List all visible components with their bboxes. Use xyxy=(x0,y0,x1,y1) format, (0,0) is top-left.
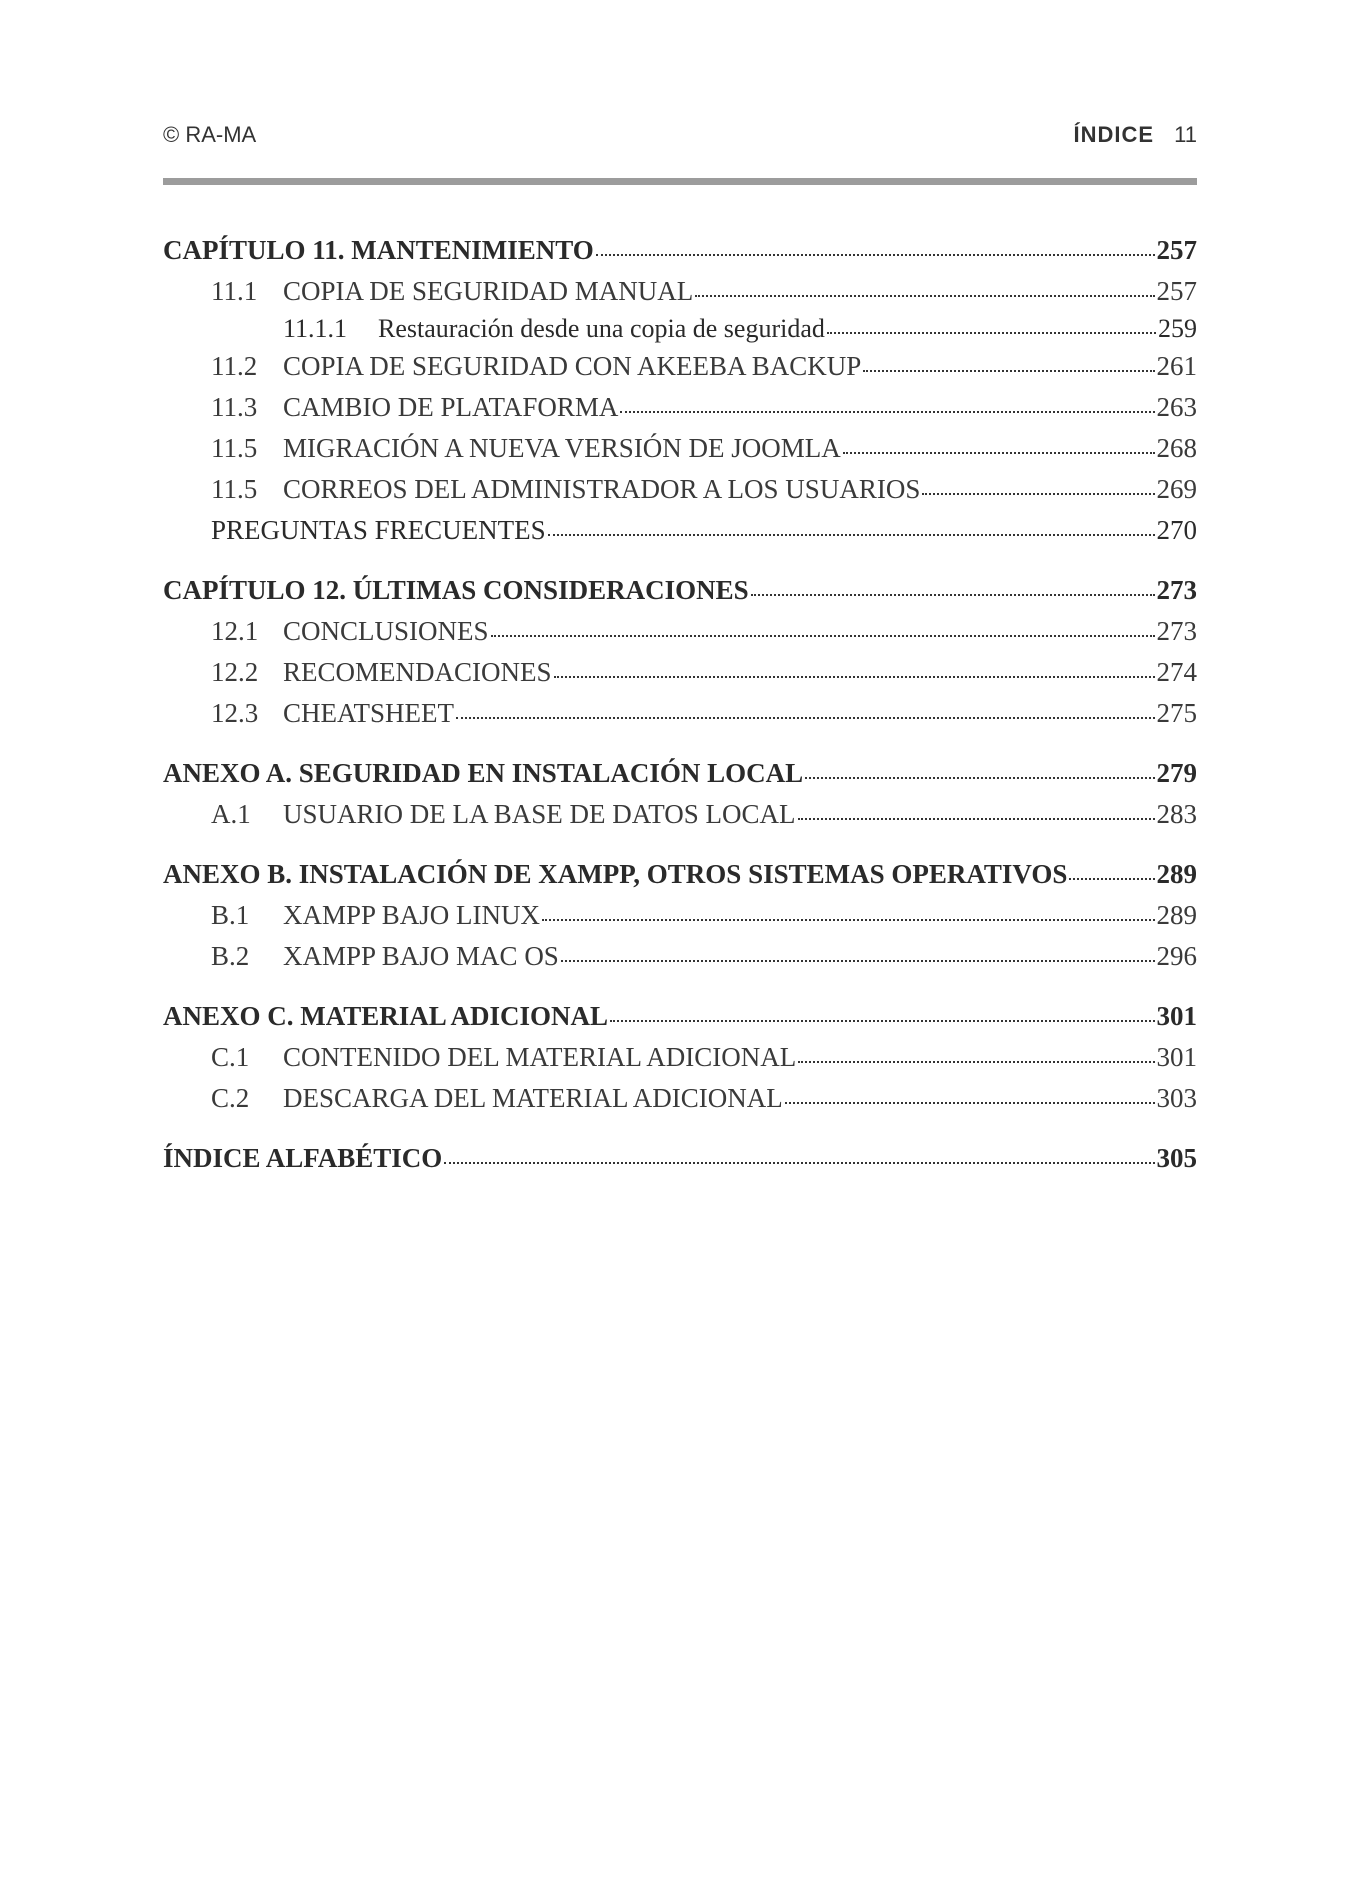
toc-entry-number: 11.1.1 xyxy=(283,314,348,343)
toc-section-entry[interactable] xyxy=(163,611,1197,652)
toc-entry-number: 11.5 xyxy=(211,474,258,504)
toc-entry-title: CORREOS DEL ADMINISTRADOR A LOS USUARIOS xyxy=(283,474,921,504)
dot-leader xyxy=(444,1162,1154,1164)
toc-entry-title: XAMPP BAJO LINUX xyxy=(283,900,541,930)
toc-entry-title: USUARIO DE LA BASE DE DATOS LOCAL xyxy=(283,799,796,829)
toc-entry-number: 11.2 xyxy=(211,351,258,381)
toc-entry-title: ÍNDICE ALFABÉTICO xyxy=(163,1143,443,1173)
toc-chapter-entry[interactable] xyxy=(163,230,1197,271)
toc-entry-number: 11.3 xyxy=(211,392,258,422)
toc-entry-number: 12.3 xyxy=(211,698,259,728)
toc-section-entry[interactable] xyxy=(163,271,1197,312)
toc-chapter-entry[interactable] xyxy=(163,996,1197,1037)
dot-leader xyxy=(843,452,1155,454)
toc-chapter-entry[interactable] xyxy=(163,570,1197,611)
toc-entry-page: 305 xyxy=(1156,1143,1197,1173)
toc-section-entry[interactable] xyxy=(163,387,1197,428)
toc-entry-page: 257 xyxy=(1156,276,1197,306)
toc-entry-page: 301 xyxy=(1156,1001,1197,1031)
toc-entry-page: 301 xyxy=(1156,1042,1197,1072)
toc-entry-title: CHEATSHEET xyxy=(283,698,454,728)
dot-leader xyxy=(827,332,1156,334)
toc-entry-page: 270 xyxy=(1156,515,1197,545)
dot-leader xyxy=(596,254,1155,256)
toc-section-entry[interactable] xyxy=(163,346,1197,387)
toc-entry-page: 303 xyxy=(1156,1083,1197,1113)
toc-entry-page: 269 xyxy=(1156,474,1197,504)
toc-entry-page: 273 xyxy=(1156,616,1197,646)
header-right xyxy=(1073,122,1197,148)
dot-leader xyxy=(548,534,1155,536)
toc-entry-title: RECOMENDACIONES xyxy=(283,657,552,687)
toc-entry-number: B.1 xyxy=(211,900,250,930)
toc-entry-title: MIGRACIÓN A NUEVA VERSIÓN DE JOOMLA xyxy=(283,433,841,463)
toc-entry-page: 263 xyxy=(1156,392,1197,422)
toc-section-entry[interactable] xyxy=(163,312,1197,346)
toc-entry-page: 289 xyxy=(1156,900,1197,930)
dot-leader xyxy=(456,717,1155,719)
dot-leader xyxy=(751,594,1155,596)
dot-leader xyxy=(610,1020,1154,1022)
dot-leader xyxy=(798,818,1155,820)
toc-entry-title: COPIA DE SEGURIDAD MANUAL xyxy=(283,276,694,306)
dot-leader xyxy=(695,295,1154,297)
toc-entry-title: CAMBIO DE PLATAFORMA xyxy=(283,392,619,422)
toc-section-entry[interactable] xyxy=(163,936,1197,977)
toc-entry-title: DESCARGA DEL MATERIAL ADICIONAL xyxy=(283,1083,783,1113)
toc-entry-number: 11.1 xyxy=(211,276,258,306)
toc-section-entry[interactable] xyxy=(163,1037,1197,1078)
toc-entry-number: 12.2 xyxy=(211,657,259,687)
dot-leader xyxy=(805,777,1154,779)
toc-section-entry[interactable] xyxy=(163,510,1197,551)
toc-entry-page: 279 xyxy=(1156,758,1197,788)
publisher-copyright: © RA-MA xyxy=(163,122,257,147)
toc-entry-title: CAPÍTULO 11. MANTENIMIENTO xyxy=(163,235,594,265)
dot-leader xyxy=(863,370,1154,372)
toc-section-entry[interactable] xyxy=(163,469,1197,510)
dot-leader xyxy=(922,493,1154,495)
toc-entry-number: B.2 xyxy=(211,941,250,971)
toc-entry-title: ANEXO B. INSTALACIÓN DE XAMPP, OTROS SISTEMAS OPERATIVOS xyxy=(163,859,1068,889)
toc-entry-page: 268 xyxy=(1156,433,1197,463)
toc-section-entry[interactable] xyxy=(163,794,1197,835)
table-of-contents xyxy=(163,230,1197,1179)
toc-entry-number: 11.5 xyxy=(211,433,258,463)
toc-entry-title: PREGUNTAS FRECUENTES xyxy=(211,515,546,545)
dot-leader xyxy=(785,1102,1155,1104)
toc-entry-page: 275 xyxy=(1156,698,1197,728)
dot-leader xyxy=(620,411,1154,413)
toc-entry-title: CAPÍTULO 12. ÚLTIMAS CONSIDERACIONES xyxy=(163,575,749,605)
dot-leader xyxy=(798,1061,1154,1063)
toc-section-entry[interactable] xyxy=(163,1078,1197,1119)
toc-entry-number: A.1 xyxy=(211,799,251,829)
toc-entry-page: 296 xyxy=(1156,941,1197,971)
toc-entry-page: 273 xyxy=(1156,575,1197,605)
dot-leader xyxy=(491,635,1155,637)
toc-entry-page: 259 xyxy=(1158,314,1197,343)
toc-chapter-entry[interactable] xyxy=(163,753,1197,794)
dot-leader xyxy=(542,919,1154,921)
toc-section-entry[interactable] xyxy=(163,895,1197,936)
toc-entry-title: XAMPP BAJO MAC OS xyxy=(283,941,559,971)
toc-entry-page: 289 xyxy=(1156,859,1197,889)
section-name: ÍNDICE xyxy=(1073,122,1155,147)
toc-entry-number: C.2 xyxy=(211,1083,250,1113)
toc-chapter-entry[interactable] xyxy=(163,854,1197,895)
toc-section-entry[interactable] xyxy=(163,693,1197,734)
toc-entry-title: CONCLUSIONES xyxy=(283,616,489,646)
dot-leader xyxy=(561,960,1155,962)
page-number: 11 xyxy=(1174,122,1197,147)
toc-entry-title: CONTENIDO DEL MATERIAL ADICIONAL xyxy=(283,1042,797,1072)
dot-leader xyxy=(554,676,1155,678)
toc-entry-page: 257 xyxy=(1156,235,1197,265)
toc-section-entry[interactable] xyxy=(163,652,1197,693)
toc-entry-number: 12.1 xyxy=(211,616,259,646)
toc-entry-title: Restauración desde una copia de seguridad xyxy=(378,314,825,343)
page-header xyxy=(163,118,1197,154)
header-rule xyxy=(163,178,1197,185)
toc-entry-title: COPIA DE SEGURIDAD CON AKEEBA BACKUP xyxy=(283,351,862,381)
toc-entry-page: 261 xyxy=(1156,351,1197,381)
toc-entry-title: ANEXO A. SEGURIDAD EN INSTALACIÓN LOCAL xyxy=(163,758,804,788)
toc-entry-page: 283 xyxy=(1156,799,1197,829)
toc-entry-number: C.1 xyxy=(211,1042,250,1072)
toc-section-entry[interactable] xyxy=(163,428,1197,469)
toc-entry-page: 274 xyxy=(1156,657,1197,687)
toc-chapter-entry[interactable] xyxy=(163,1138,1197,1179)
toc-entry-title: ANEXO C. MATERIAL ADICIONAL xyxy=(163,1001,609,1031)
dot-leader xyxy=(1069,878,1154,880)
